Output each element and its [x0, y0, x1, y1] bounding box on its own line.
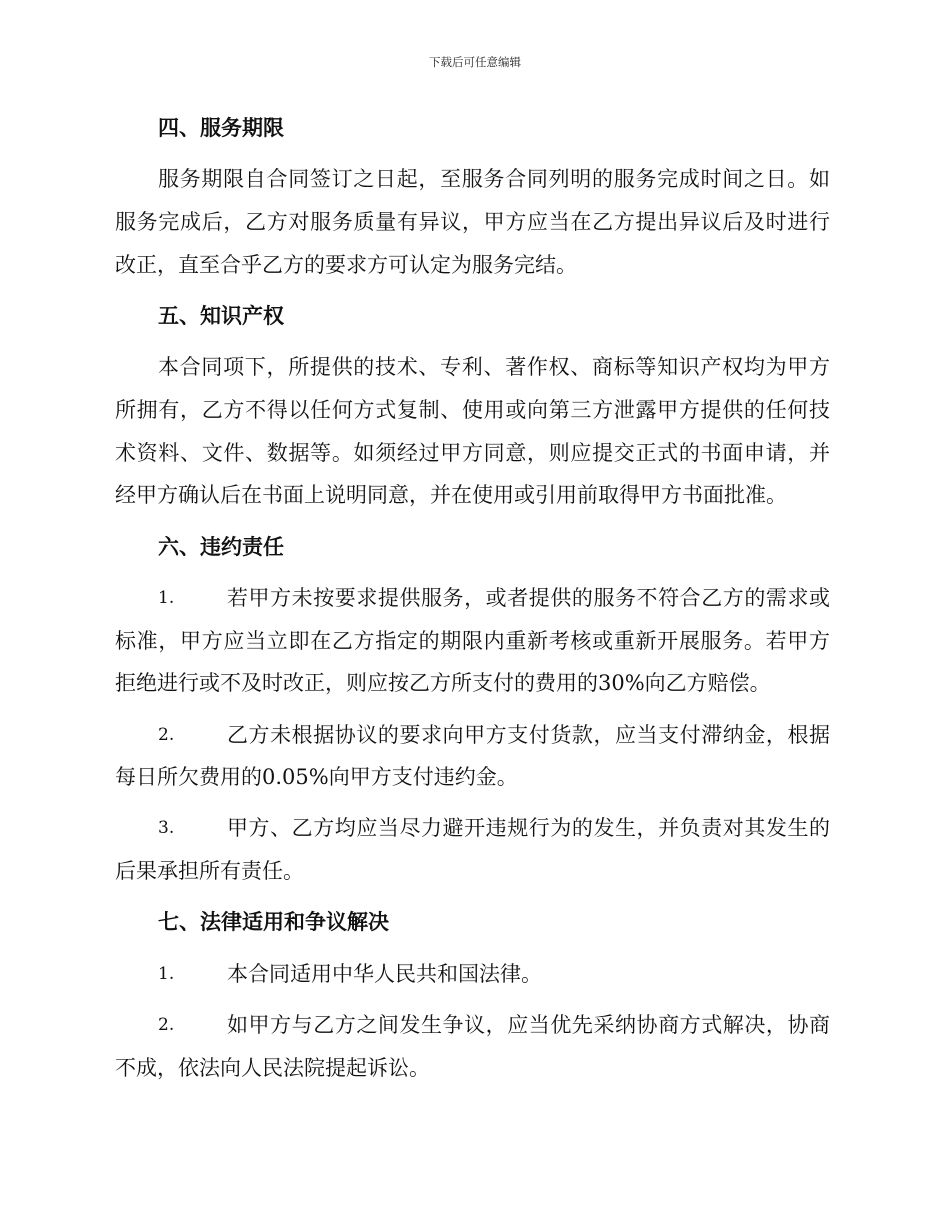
numbered-item — [115, 953, 830, 996]
numbered-item-first-line — [115, 714, 830, 757]
item-text: 本合同适用中华人民共和国法律。 — [227, 961, 542, 986]
paragraph-line: 后果承担所有责任。 — [115, 859, 304, 884]
paragraph-line: 拒绝进行或不及时改正，则应按乙方所支付的费用的30%向乙方赔偿。 — [115, 671, 771, 696]
paragraph-line: 服务期限自合同签订之日起，至服务合同列明的服务完成时间之日。如 — [158, 167, 830, 192]
numbered-item-first-line — [115, 1004, 830, 1047]
paragraph-line: 服务完成后，乙方对服务质量有异议，甲方应当在乙方提出异议后及时进行 — [115, 209, 830, 234]
section-heading: 五、知识产权 — [158, 302, 284, 328]
numbered-item — [115, 807, 830, 892]
item-text: 乙方未根据协议的要求向甲方支付货款，应当支付滞纳金，根据 — [227, 722, 830, 747]
item-text: 甲方、乙方均应当尽力避开违规行为的发生，并负责对其发生的 — [227, 816, 830, 841]
section-heading: 七、法律适用和争议解决 — [158, 909, 389, 935]
numbered-item-first-line — [115, 807, 830, 850]
paragraph-line: 每日所欠费用的0.05%向甲方支付违约金。 — [115, 765, 518, 790]
numbered-item-first-line — [115, 953, 830, 996]
numbered-item-first-line — [115, 577, 830, 620]
numbered-item — [115, 714, 830, 799]
paragraph — [115, 158, 830, 286]
section-liability — [115, 526, 830, 893]
paragraph-line: 改正，直至合乎乙方的要求方可认定为服务完结。 — [115, 252, 577, 277]
numbered-item — [115, 577, 830, 705]
item-number: 3. — [158, 818, 175, 839]
paragraph-line: 标准，甲方应当立即在乙方指定的期限内重新考核或重新开展服务。若甲方 — [115, 628, 830, 653]
item-number: 2. — [158, 724, 175, 745]
paragraph — [115, 346, 830, 516]
page-header-note: 下载后可任意编辑 — [429, 55, 521, 69]
item-text: 如甲方与乙方之间发生争议，应当优先采纳协商方式解决，协商 — [227, 1013, 830, 1038]
numbered-item — [115, 1004, 830, 1089]
section-intellectual-property — [115, 295, 830, 517]
section-heading: 四、服务期限 — [158, 115, 284, 140]
item-number: 1. — [158, 587, 175, 608]
section-heading: 六、违约责任 — [158, 533, 284, 559]
paragraph-line: 本合同项下，所提供的技术、专利、著作权、商标等知识产权均为甲方 — [158, 355, 830, 380]
item-number: 1. — [158, 963, 175, 984]
item-text: 若甲方未按要求提供服务，或者提供的服务不符合乙方的需求或 — [227, 585, 830, 610]
paragraph-line: 经甲方确认后在书面上说明同意，并在使用或引用前取得甲方书面批准。 — [115, 483, 787, 508]
paragraph-line: 所拥有，乙方不得以任何方式复制、使用或向第三方泄露甲方提供的任何技 — [115, 397, 830, 422]
paragraph-line: 不成，依法向人民法院提起诉讼。 — [115, 1055, 430, 1080]
document-body — [115, 107, 830, 1098]
item-number: 2. — [158, 1015, 175, 1036]
section-service-term — [115, 107, 830, 286]
paragraph-line: 术资料、文件、数据等。如须经过甲方同意，则应提交正式的书面申请，并 — [115, 440, 830, 465]
section-governing-law — [115, 901, 830, 1089]
